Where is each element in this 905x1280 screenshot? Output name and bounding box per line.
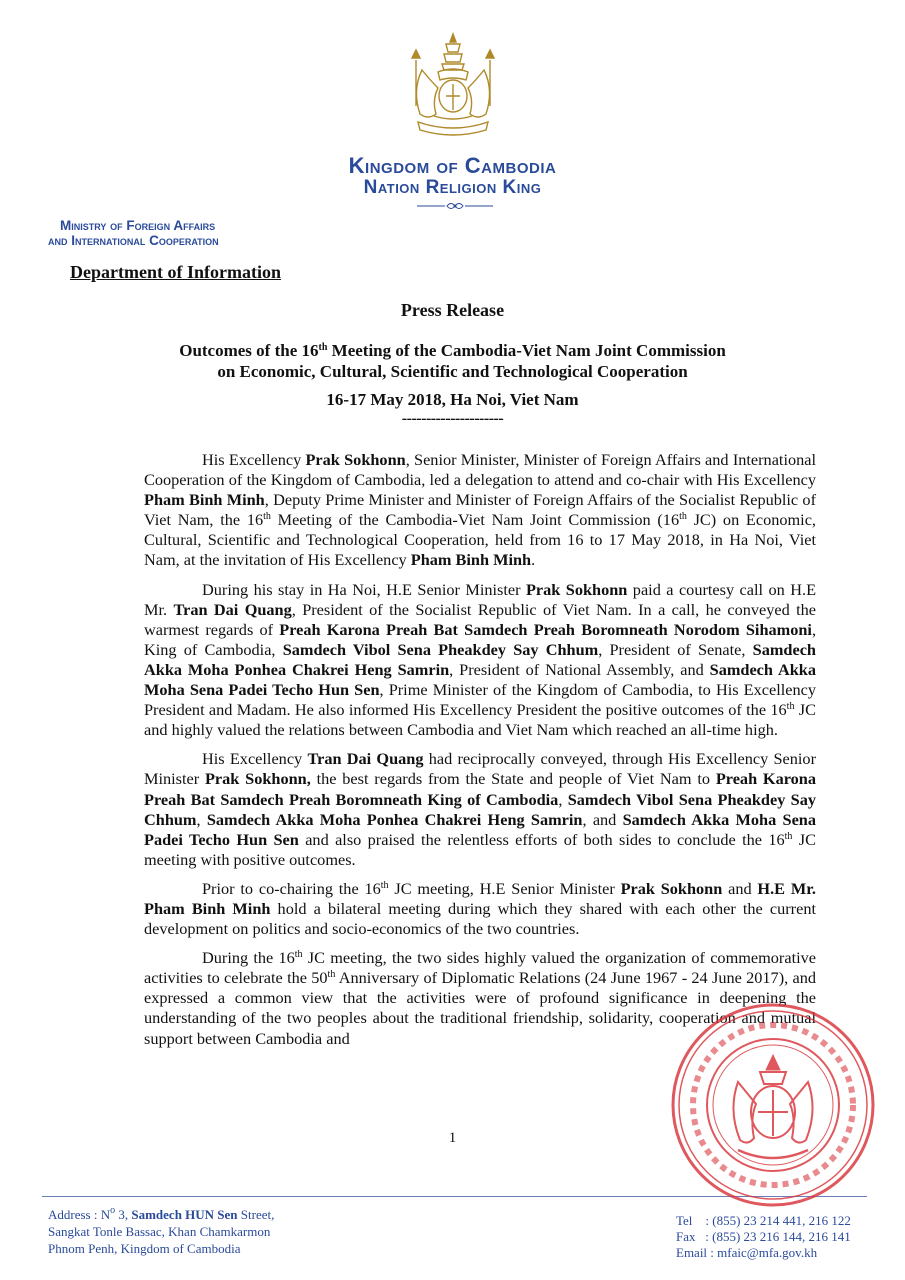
official-red-seal-icon — [668, 1000, 878, 1210]
paragraph-1: His Excellency Prak Sokhonn, Senior Minister, Minister of Foreign Affairs and International Cooperation of the Kingdom of Cambodia, led a delegation to attend and co-chair with His Excellency Pham Binh Minh, Deputy Prime Minister and Minister of Foreign Affairs of the Socialist Republic of Viet Nam, the 16th Meeting of the Cambodia-Viet Nam Joint Commission (16th JC) on Economic, Cultural, Scientific and Technological Cooperation, held from 16 to 17 May 2018, in Ha Noi, Viet Nam, at the invitation of His Excellency Pham Binh Minh. — [144, 450, 817, 570]
footer-address-line2: Sangkat Tonle Bassac, Khan Chamkarmon — [48, 1224, 271, 1239]
kingdom-title: Kingdom of Cambodia — [348, 153, 557, 178]
footer-address-line3: Phnom Penh, Kingdom of Cambodia — [48, 1241, 241, 1256]
paragraph-5: During the 16th JC meeting, the two sides highly valued the organization of commemorative activities to celebrate the 50th Anniversary of Diplomatic Relations (24 June 1967 - 24 June 2017), and expressed a common view that the activities were of profound significance in deepening the understanding of the two peoples about the traditional friendship, solidarity, cooperation and mutual support between Cambodia and — [144, 948, 816, 1048]
document-title-line2: on Economic, Cultural, Scientific and Technological Cooperation — [217, 362, 688, 381]
title-separator: --------------------- — [401, 410, 504, 427]
footer-telephone: Tel : (855) 23 214 441, 216 122 — [676, 1213, 851, 1228]
paragraph-4: Prior to co-chairing the 16th JC meeting, H.E Senior Minister Prak Sokhonn and H.E Mr. Pham Binh Minh hold a bilateral meeting during which they shared with each other the current development on politics and socio-economics of the two countries. — [144, 878, 816, 939]
royal-arms-emblem-icon — [398, 30, 508, 140]
ministry-name-line1: Ministry of Foreign Affairs — [60, 218, 216, 233]
document-type: Press Release — [400, 300, 505, 320]
footer-address-line1: Address : $N^o$ 3, Samdech HUN Sen Street, — [48, 1205, 275, 1222]
footer-email[interactable]: Email : mfaic@mfa.gov.kh — [676, 1245, 818, 1260]
document-title-line1: Outcomes of the 16th Meeting of the Cambodia-Viet Nam Joint Commission — [179, 341, 726, 360]
divider-ornament-icon — [415, 200, 495, 212]
paragraph-3: His Excellency Tran Dai Quang had reciprocally conveyed, through His Excellency Senior Minister Prak Sokhonn, the best regards from the State and people of Viet Nam to Preah Karona Preah Bat Samdech Preah Boromneath King of Cambodia, Samdech Vibol Sena Pheakdey Say Chhum, Samdech Akka Moha Ponhea Chakrei Heng Samrin, and Samdech Akka Moha Sena Padei Techo Hun Sen and also praised the relentless efforts of both sides to conclude the 16th JC meeting with positive outcomes. — [144, 749, 817, 869]
department-heading: Department of Information — [70, 262, 281, 282]
paragraph-2: During his stay in Ha Noi, H.E Senior Minister Prak Sokhonn paid a courtesy call on H.E Mr. Tran Dai Quang, President of the Socialist Republic of Viet Nam. In a call, he conveyed the warmest regards of Preah Karona Preah Bat Samdech Preah Boromneath Norodom Sihamoni, King of Cambodia, Samdech Vibol Sena Pheakdey Say Chhum, President of Senate, Samdech Akka Moha Ponhea Chakrei Heng Samrin, President of National Assembly, and Samdech Akka Moha Sena Padei Techo Hun Sen, Prime Minister of the Kingdom of Cambodia, to His Excellency President and Madam. He also informed His Excellency President the positive outcomes of the 16th JC and highly valued the relations between Cambodia and Viet Nam which reached an all-time high. — [144, 579, 817, 740]
ministry-name-line2: and International Cooperation — [48, 233, 219, 248]
date-place: 16-17 May 2018, Ha Noi, Viet Nam — [326, 390, 579, 409]
press-release-body — [144, 450, 816, 1058]
footer-fax: Fax : (855) 23 216 144, 216 141 — [676, 1229, 851, 1244]
national-motto: Nation Religion King — [363, 177, 542, 198]
page-number: 1 — [448, 1130, 457, 1146]
